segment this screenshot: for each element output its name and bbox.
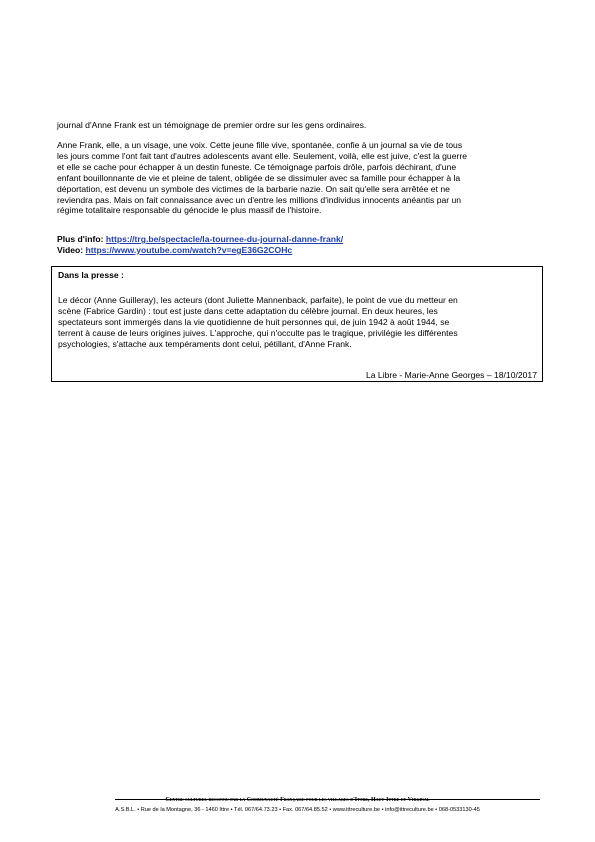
info-link-row xyxy=(57,234,541,245)
footer-title: Centre culturel reconnu par la Communauté Française pour les villages d'Ittre, Haut-Ittre et Virginal xyxy=(165,797,430,803)
footer-contact: A.S.B.L. • Rue de la Montagne, 36 - 1460 Ittre • Tél. 067/64.73.23 • Fax. 067/64.85.52 • www.ittreculture.be • info@ittreculture.be • 068-0533130-45 xyxy=(115,807,480,813)
press-line: terrent à cause de leurs origines juives. L'approche, qui n'occulte pas le tragique, privilégie les différentes xyxy=(58,327,458,338)
press-line: scène (Fabrice Gardin) : tout est juste dans cette adaptation du célèbre journal. En deux heures, les xyxy=(58,305,438,316)
info-link[interactable]: https://trg.be/spectacle/la-tournee-du-journal-danne-frank/ xyxy=(105,234,344,244)
press-citation: La Libre - Marie-Anne Georges – 18/10/2017 xyxy=(365,370,537,380)
paragraph-line: enfant bouillonnante de vie et pleine de talent, obligée de se dissimuler avec sa famille pour échapper à la xyxy=(57,172,461,183)
video-link-row xyxy=(57,245,541,256)
video-link[interactable]: https://www.youtube.com/watch?v=egE36G2COHc xyxy=(85,245,293,255)
paragraph-line: déportation, est devenu un symbole des victimes de la barbarie nazie. On sait qu'elle sera arrêtée et ne xyxy=(57,183,450,194)
press-box xyxy=(51,266,543,382)
paragraph-line: régime totalitaire responsable du génocide le plus massif de l'histoire. xyxy=(57,205,322,216)
paragraph-line: Anne Frank, elle, a un visage, une voix. Cette jeune fille vive, spontanée, confie à un journal sa vie de tous xyxy=(57,140,463,150)
paragraph-line: les jours comme l'ont fait tant d'autres adolescents avant elle. Seulement, voilà, elle est juive, c'est la guerre xyxy=(57,150,467,161)
press-line: Le décor (Anne Guilleray), les acteurs (dont Juliette Mannenback, parfaite), le point de vue du metteur en xyxy=(58,295,458,305)
paragraph-line: reviendra pas. Mais on fait connaissance avec un d'entre les millions d'individus innocents anéantis par un xyxy=(57,194,462,205)
video-label: Video: xyxy=(57,245,84,255)
press-line: spectateurs sont immergés dans la vie quotidienne de huit personnes qui, de juin 1942 à août 1944, se xyxy=(58,316,450,327)
info-label: Plus d'info: xyxy=(57,234,104,244)
press-quote xyxy=(58,295,458,350)
press-line: psychologies, s'attache aux tempéraments dont celui, pétillant, d'Anne Frank. xyxy=(58,338,352,349)
paragraph-line: et elle se cache pour échapper à un destin funeste. Ce témoignage parfois drôle, parfois déchirant, d'une xyxy=(57,161,457,172)
main-paragraph xyxy=(57,140,541,216)
footer-divider xyxy=(115,799,540,800)
intro-line: journal d'Anne Frank est un témoignage de premier ordre sur les gens ordinaires. xyxy=(57,120,367,130)
press-title: Dans la presse : xyxy=(58,270,124,280)
